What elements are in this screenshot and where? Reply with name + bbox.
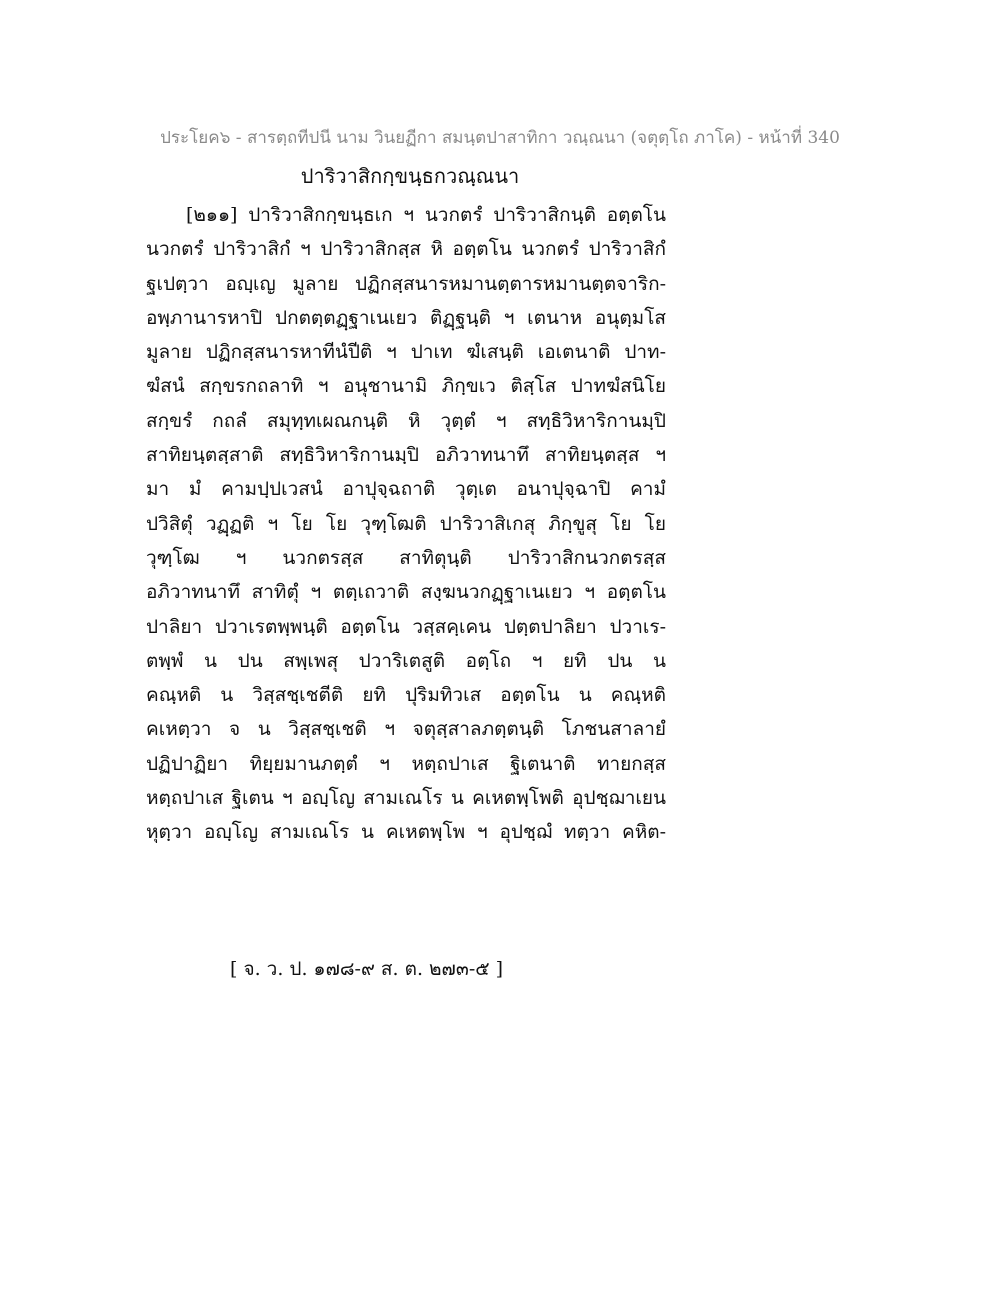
body-line: นวกตรํ ปาริวาสิกํ ฯ ปาริวาสิกสฺส หิ อตฺตโน นวกตรํ ปาริวาสิกํ	[146, 238, 666, 261]
source-reference: [ จ. ว. ป. ๑๗๘-๙ ส. ต. ๒๗๓-๕ ]	[230, 958, 504, 980]
body-line: ฆํสนํ สกฺขรกถลาทิ ฯ อนุชานามิ ภิกฺขเว ติสฺโส ปาทฆํสนิโย	[146, 375, 666, 398]
body-line: ฐเปตฺวา อญฺเญ มูลาย ปฏิกสฺสนารหมานตฺตารหมานตฺตจาริก-	[146, 272, 666, 295]
body-line: คเหตฺวา จ น วิสฺสชฺเชติ ฯ จตุสฺสาลภตฺตนฺติ โภชนสาลายํ	[146, 718, 666, 741]
running-header: ประโยค๖ - สารตฺถทีปนี นาม วินยฏีกา สมนฺตปาสาทิกา วณฺณนา (จตุตฺโถ ภาโค) - หน้าที่ 340	[160, 128, 840, 148]
section-title: ปาริวาสิกกฺขนฺธกวณฺณนา	[300, 164, 520, 188]
body-line: ปวิสิตุํ วฏฺฏติ ฯ โย โย วุฑฺโฒติ ปาริวาสิเกสุ ภิกฺขูสุ โย โย	[146, 512, 666, 535]
body-line: วุฑฺโฒ ฯ นวกตรสฺส สาทิตุนฺติ ปาริวาสิกนวกตรสฺส	[146, 546, 666, 569]
body-line: ตพฺพํ น ปน สพฺเพสุ ปวาริเตสูติ อตฺโถ ฯ ยทิ ปน น	[146, 649, 666, 672]
body-line: อพฺภานารหาปิ ปกตตฺตฏฺฐาเนเยว ติฏฺฐนฺติ ฯ เตนาห อนุตฺมโส	[146, 306, 666, 329]
body-line: มูลาย ปฏิกสฺสนารหาทีนํปีติ ฯ ปาเท ฆํเสนฺติ เอเตนาติ ปาท-	[146, 341, 666, 364]
body-line: คณฺหติ น วิสฺสชฺเชตีติ ยทิ ปุริมทิวเส อตฺตโน น คณฺหติ	[146, 684, 666, 707]
body-line: อภิวาทนาทึ สาทิตุํ ฯ ตตฺเถวาติ สงฺฆนวกฏฺฐาเนเยว ฯ อตฺตโน	[146, 581, 666, 604]
body-line: สาทิยนฺตสฺสาติ สทฺธิวิหาริกานมฺปิ อภิวาทนาทึ สาทิยนฺตสฺส ฯ	[146, 444, 666, 467]
body-line: ปาลิยา ปวาเรตพฺพนฺติ อตฺตโน วสฺสคฺเคน ปตฺตปาลิยา ปวาเร-	[146, 615, 666, 638]
body-line: [๒๑๑] ปาริวาสิกกฺขนฺธเก ฯ นวกตรํ ปาริวาสิกนฺติ อตฺตโน	[186, 204, 666, 226]
body-text	[146, 198, 666, 850]
body-line: มา มํ คามปฺปเวสนํ อาปุจฺฉถาติ วุตฺเต อนาปุจฺฉาปิ คามํ	[146, 478, 666, 501]
body-line: สกฺขรํ กถลํ สมุทฺทเผณกนฺติ หิ วุตฺตํ ฯ สทฺธิวิหาริกานมฺปิ	[146, 409, 666, 432]
body-line: หตฺถปาเส ฐิเตน ฯ อญฺโญ สามเณโร น คเหตพฺโพติ อุปชฺฌาเยน	[146, 787, 666, 810]
body-line: หุตฺวา อญฺโญ สามเณโร น คเหตพฺโพ ฯ อุปชฺฌํ ทตฺวา คหิต-	[146, 821, 666, 844]
body-line: ปฏิปาฏิยา ทิยฺยมานภตฺตํ ฯ หตฺถปาเส ฐิเตนาติ ทายกสฺส	[146, 752, 666, 775]
